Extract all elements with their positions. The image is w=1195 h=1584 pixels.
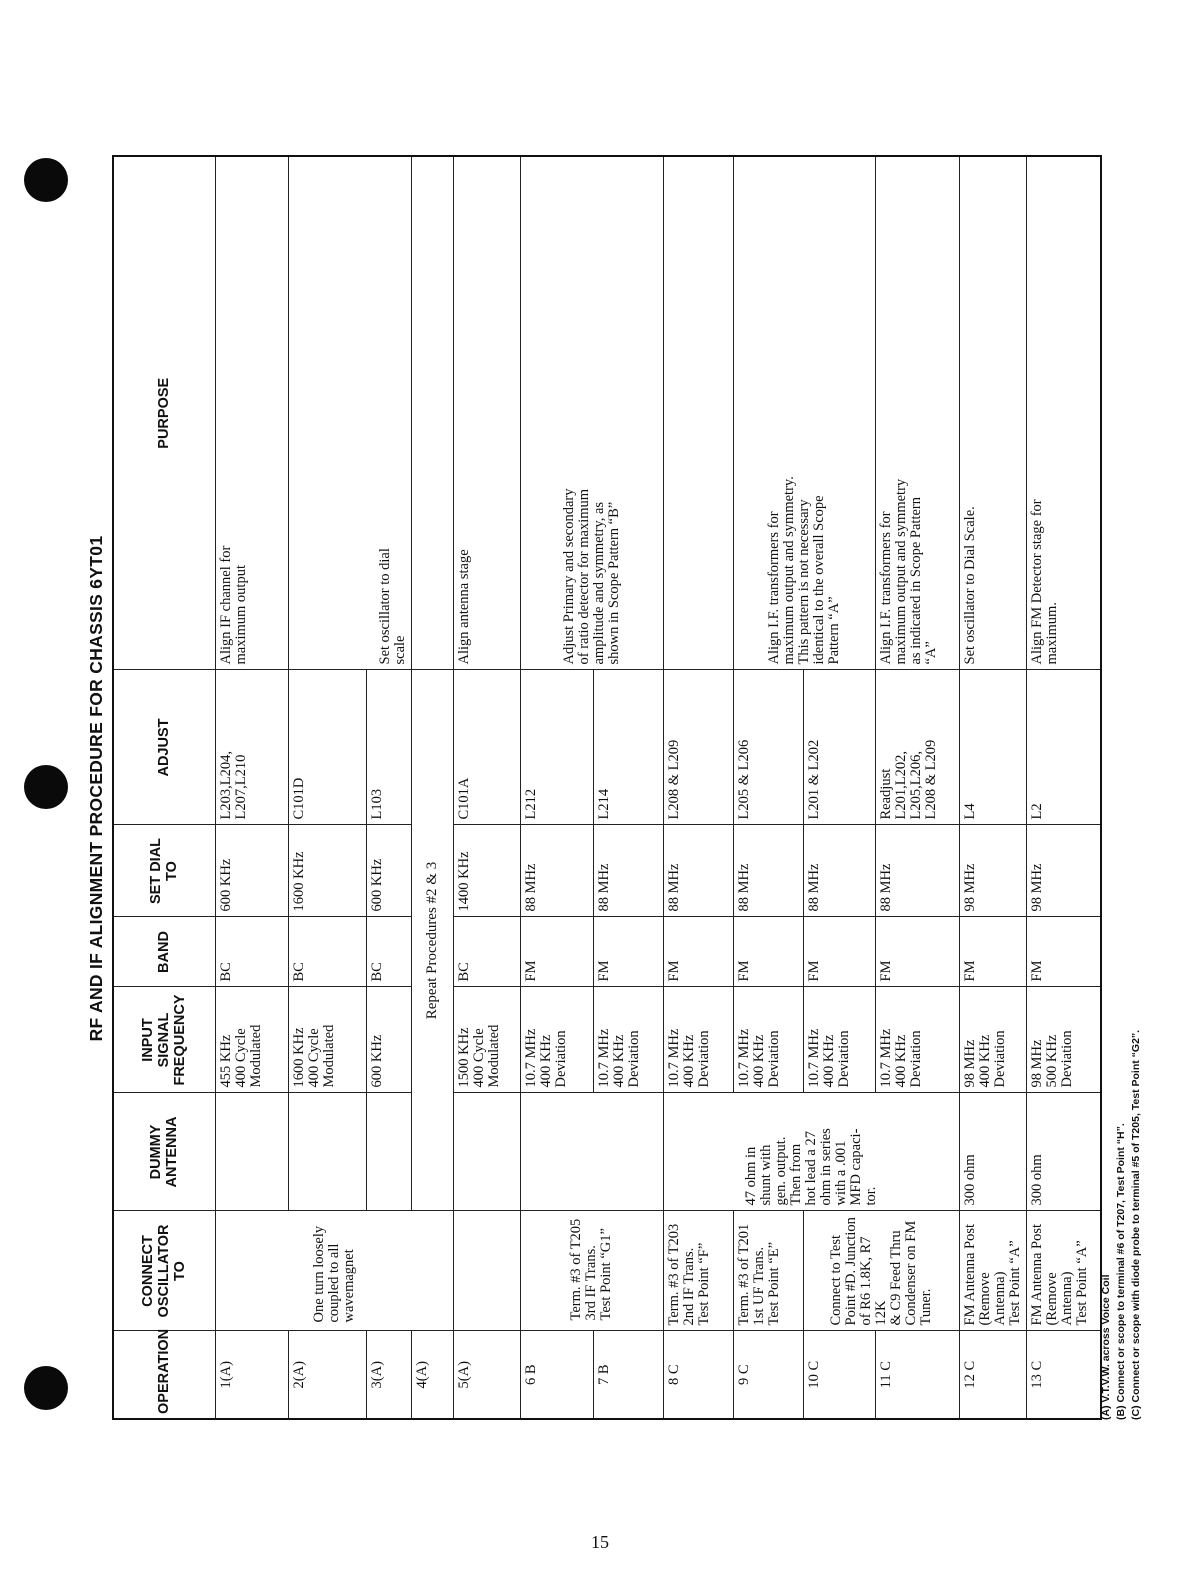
table-row	[663, 156, 733, 1419]
footnote-b: (B) Connect or scope to terminal #6 of T207, Test Point “H”.	[1115, 1123, 1127, 1420]
cell-input: 10.7 MHz 400 KHz Deviation	[875, 987, 959, 1093]
cell-input: 10.7 MHz 400 KHz Deviation	[663, 987, 733, 1093]
header-operation: OPERATION	[113, 1331, 215, 1419]
page-title: RF AND IF ALIGNMENT PROCEDURE FOR CHASSIS 6YT01	[86, 535, 106, 1042]
footnote-a: (A) V.T.V.W. across Voice Coil	[1100, 1274, 1112, 1420]
cell-adjust: L103	[366, 670, 411, 825]
cell-dial: 88 MHz	[520, 825, 593, 917]
header-row	[113, 156, 215, 1419]
rotated-page-content	[86, 157, 1156, 1420]
cell-band: FM	[520, 917, 593, 987]
cell-connect: Term. #3 of T203 2nd IF Trans. Test Point “F”	[663, 1211, 733, 1331]
cell-operation: 5(A)	[453, 1331, 520, 1419]
binder-hole-middle	[24, 765, 68, 809]
table-row	[959, 156, 1026, 1419]
cell-band: FM	[875, 917, 959, 987]
cell-band: BC	[288, 917, 366, 987]
cell-purpose	[663, 156, 733, 670]
cell-purpose: Align I.F. transformers for maximum output and symmetry as indicated in Scope Pattern “A”	[875, 156, 959, 670]
cell-operation: 4(A)	[411, 1331, 453, 1419]
table-row	[520, 156, 593, 1419]
binder-hole-bottom	[24, 1366, 68, 1410]
cell-dummy	[520, 1093, 663, 1211]
table-row	[1026, 156, 1101, 1419]
cell-band: FM	[803, 917, 875, 987]
cell-dummy	[288, 1093, 366, 1211]
cell-connect	[453, 1211, 520, 1331]
cell-dummy: 47 ohm in shunt with gen. output. Then from hot lead a 27 ohm in series with a .001 MFD capaci- tor.	[663, 1093, 959, 1211]
cell-dummy: 300 ohm	[959, 1093, 1026, 1211]
cell-dial: 98 MHz	[959, 825, 1026, 917]
cell-purpose: Align antenna stage	[453, 156, 520, 670]
cell-input: 98 MHz 500 KHz Deviation	[1026, 987, 1101, 1093]
alignment-table	[112, 155, 1102, 1420]
cell-connect: Term. #3 of T201 1st UF Trans. Test Point “E”	[733, 1211, 803, 1331]
cell-band: FM	[663, 917, 733, 987]
cell-adjust: L201 & L202	[803, 670, 875, 825]
cell-input: 10.7 MHz 400 KHz Deviation	[803, 987, 875, 1093]
cell-operation: 12 C	[959, 1331, 1026, 1419]
cell-dial: 88 MHz	[663, 825, 733, 917]
cell-dummy	[453, 1093, 520, 1211]
header-purpose: PURPOSE	[113, 156, 215, 670]
header-adjust: ADJUST	[113, 670, 215, 825]
cell-operation: 10 C	[803, 1331, 875, 1419]
page-number: 15	[591, 1532, 609, 1552]
cell-operation: 6 B	[520, 1331, 593, 1419]
cell-operation: 9 C	[733, 1331, 803, 1419]
cell-input: 1500 KHz 400 Cycle Modulated	[453, 987, 520, 1093]
header-connect-oscillator: CONNECT OSCILLATOR TO	[113, 1211, 215, 1331]
table-row	[453, 156, 520, 1419]
footnotes	[1099, 157, 1144, 1420]
cell-adjust: L208 & L209	[663, 670, 733, 825]
table-row	[215, 156, 288, 1419]
cell-dummy	[215, 1093, 288, 1211]
cell-purpose: Align I.F. transformers for maximum output and symmetry. This pattern is not necessary identical to the overall Scope Pattern “A”	[733, 156, 875, 670]
cell-operation: 1(A)	[215, 1331, 288, 1419]
cell-dummy: 300 ohm	[1026, 1093, 1101, 1211]
cell-dial: 98 MHz	[1026, 825, 1101, 917]
cell-dial: 88 MHz	[803, 825, 875, 917]
cell-adjust: L214	[593, 670, 663, 825]
cell-connect: Term. #3 of T205 3rd IF Trans. Test Point “G1”	[520, 1211, 663, 1331]
cell-input: 10.7 MHz 400 KHz Deviation	[593, 987, 663, 1093]
cell-connect: FM Antenna Post (Remove Antenna) Test Point “A”	[1026, 1211, 1101, 1331]
cell-adjust: L203,L204, L207,L210	[215, 670, 288, 825]
cell-purpose	[411, 156, 453, 670]
cell-dummy	[366, 1093, 411, 1211]
cell-operation: 7 B	[593, 1331, 663, 1419]
cell-repeat-procedures: Repeat Procedures #2 & 3	[411, 670, 453, 1211]
cell-dial: 600 KHz	[366, 825, 411, 917]
cell-connect: One turn loosely coupled to all wavemagnet	[215, 1211, 453, 1331]
header-input-signal: INPUT SIGNAL FREQUENCY	[113, 987, 215, 1093]
cell-adjust: L4	[959, 670, 1026, 825]
cell-band: FM	[733, 917, 803, 987]
cell-dial: 1600 KHz	[288, 825, 366, 917]
cell-dial: 88 MHz	[593, 825, 663, 917]
cell-purpose: Set oscillator to Dial Scale.	[959, 156, 1026, 670]
header-set-dial: SET DIAL TO	[113, 825, 215, 917]
table-row	[733, 156, 803, 1419]
header-band: BAND	[113, 917, 215, 987]
cell-operation: 2(A)	[288, 1331, 366, 1419]
header-dummy-antenna: DUMMY ANTENNA	[113, 1093, 215, 1211]
cell-input: 600 KHz	[366, 987, 411, 1093]
cell-adjust: Readjust L201,L202, L205,L206, L208 & L209	[875, 670, 959, 825]
cell-input: 1600 KHz 400 Cycle Modulated	[288, 987, 366, 1093]
binder-hole-top	[24, 158, 68, 202]
cell-purpose: Set oscillator to dial scale	[288, 156, 411, 670]
cell-purpose: Align IF channel for maximum output	[215, 156, 288, 670]
cell-input: 10.7 MHz 400 KHz Deviation	[520, 987, 593, 1093]
cell-operation: 13 C	[1026, 1331, 1101, 1419]
cell-dial: 88 MHz	[875, 825, 959, 917]
cell-adjust: L205 & L206	[733, 670, 803, 825]
cell-band: FM	[959, 917, 1026, 987]
cell-band: FM	[593, 917, 663, 987]
cell-band: FM	[1026, 917, 1101, 987]
cell-adjust: C101A	[453, 670, 520, 825]
cell-adjust: C101D	[288, 670, 366, 825]
footnote-c: (C) Connect or scope with diode probe to terminal #5 of T205, Test Point “G2”.	[1130, 1029, 1142, 1420]
cell-operation: 3(A)	[366, 1331, 411, 1419]
cell-band: BC	[453, 917, 520, 987]
cell-connect: FM Antenna Post (Remove Antenna) Test Point “A”	[959, 1211, 1026, 1331]
cell-band: BC	[215, 917, 288, 987]
cell-input: 455 KHz 400 Cycle Modulated	[215, 987, 288, 1093]
cell-connect: Connect to Test Point #D. Junction of R6 1.8K, R7 12K & C9 Feed Thru Condenser on FM Tuner.	[803, 1211, 959, 1331]
cell-operation: 11 C	[875, 1331, 959, 1419]
cell-adjust: L212	[520, 670, 593, 825]
cell-dial: 600 KHz	[215, 825, 288, 917]
cell-input: 98 MHz 400 KHz Deviation	[959, 987, 1026, 1093]
cell-dial: 1400 KHz	[453, 825, 520, 917]
cell-adjust: L2	[1026, 670, 1101, 825]
cell-purpose: Align FM Detector stage for maximum.	[1026, 156, 1101, 670]
cell-purpose: Adjust Primary and secondary of ratio detector for maximum amplitude and symmetry, as shown in Scope Pattern “B”	[520, 156, 663, 670]
cell-band: BC	[366, 917, 411, 987]
cell-input: 10.7 MHz 400 KHz Deviation	[733, 987, 803, 1093]
cell-operation: 8 C	[663, 1331, 733, 1419]
cell-dial: 88 MHz	[733, 825, 803, 917]
